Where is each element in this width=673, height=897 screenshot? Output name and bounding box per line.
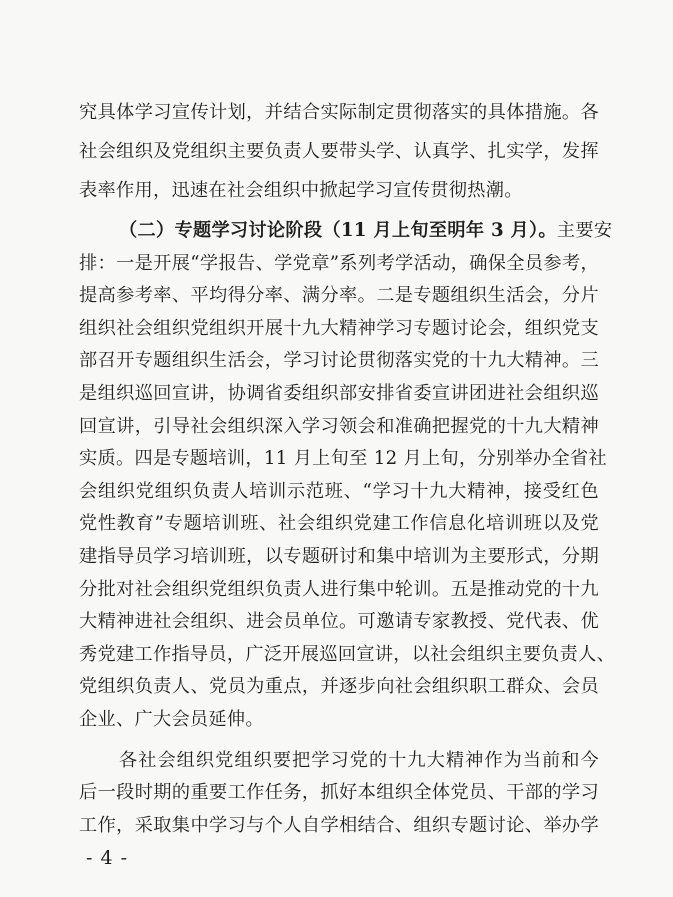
section-heading-line (79, 216, 613, 246)
section-heading: （二）专题学习讨论阶段（11 月上旬至明年 3 月）。 (119, 220, 557, 241)
page-number: - 4 - (86, 847, 129, 869)
text-line: 提高参考率、平均得分率、满分率。二是专题组织生活会，分片 (79, 285, 599, 307)
text-line: 党性教育”专题培训班、社会组织党建工作信息化培训班以及党 (79, 513, 599, 535)
text-line: 企业、广大会员延伸。 (79, 709, 264, 730)
text-line: 分批对社会组织党组织负责人进行集中轮训。五是推动党的十九 (79, 578, 599, 600)
text-line: 表率作用，迅速在社会组织中掀起学习宣传贯彻热潮。 (79, 180, 523, 201)
text-line: 大精神进社会组织、进会员单位。可邀请专家教授、党代表、优 (79, 611, 599, 633)
text-line: 实质。四是专题培训，11 月上旬至 12 月上旬，分别举办全省社 (79, 448, 607, 470)
text-line: 后一段时期的重要工作任务，抓好本组织全体党员、干部的学习 (79, 782, 599, 804)
text-line: 排：一是开展“学报告、学党章”系列考学活动，确保全员参考， (79, 252, 599, 274)
text-line: 组织社会组织党组织开展十九大精神学习专题讨论会，组织党支 (79, 317, 599, 339)
text-line: 党组织负责人、党员为重点，并逐步向社会组织职工群众、会员 (79, 676, 599, 698)
text-line: 工作，采取集中学习与个人自学相结合、组织专题讨论、举办学 (79, 814, 599, 836)
text-line: 是组织巡回宣讲，协调省委组织部安排省委宣讲团进社会组织巡 (79, 383, 599, 404)
text-line: 会组织党组织负责人培训示范班、“学习十九大精神，接受红色 (79, 480, 599, 502)
text-line: 究具体学习宣传计划，并结合实际制定贯彻落实的具体措施。各 (79, 102, 599, 123)
text-line: 社会组织及党组织主要负责人要带头学、认真学、扎实学，发挥 (79, 141, 599, 162)
text-line: 部召开专题组织生活会，学习讨论贯彻落实党的十九大精神。三 (79, 350, 599, 372)
heading-continuation: 主要安 (556, 220, 613, 241)
text-line: 建指导员学习培训班，以专题研讨和集中培训为主要形式，分期 (79, 546, 599, 567)
text-line: 秀党建工作指导员，广泛开展巡回宣讲，以社会组织主要负责人、 (79, 643, 616, 665)
text-line: 回宣讲，引导社会组织深入学习领会和准确把握党的十九大精神 (79, 415, 599, 437)
text-line: 各社会组织党组织要把学习党的十九大精神作为当前和今 (119, 749, 599, 771)
